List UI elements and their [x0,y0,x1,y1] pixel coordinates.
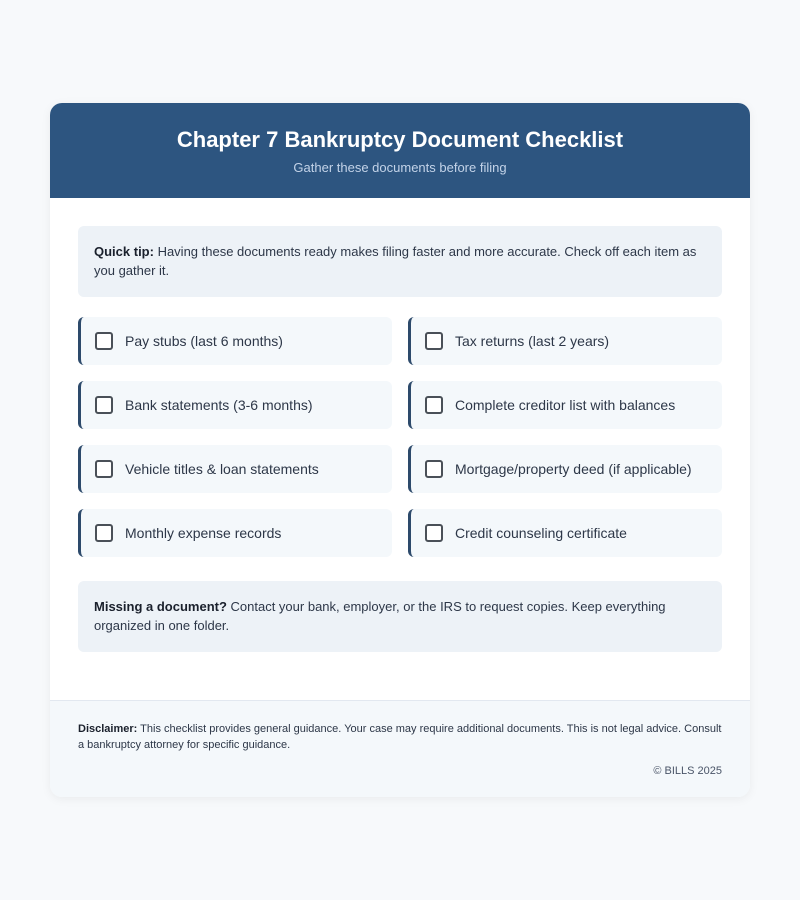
missing-document-box [78,581,722,652]
page-subtitle: Gather these documents before filing [293,160,507,175]
quick-tip-text: Having these documents ready makes filing faster and more accurate. Check off each item as you gather it. [94,244,697,278]
checkbox-icon[interactable] [425,332,443,350]
checklist-item-label: Credit counseling certificate [455,525,627,541]
checkbox-icon[interactable] [95,396,113,414]
disclaimer [78,721,722,753]
checklist-item-label: Vehicle titles & loan statements [125,461,319,477]
missing-document-label: Missing a document? [94,599,227,614]
checklist-item-label: Tax returns (last 2 years) [455,333,610,349]
page-title: Chapter 7 Bankruptcy Document Checklist [176,127,624,152]
missing-document-text: Contact your bank, employer, or the IRS to request copies. Keep everything organized in one folder. [94,599,666,633]
checklist-item-creditor-list[interactable] [408,381,722,429]
checklist-item-expense-records[interactable] [78,509,392,557]
checklist-grid [78,317,722,557]
checklist-item-bank-statements[interactable] [78,381,392,429]
card-header [50,103,750,198]
checklist-item-pay-stubs[interactable] [78,317,392,365]
disclaimer-text: This checklist provides general guidance. Your case may require additional documents. This is not legal advice. Consult a bankruptcy attorney for specific guidance. [78,723,722,751]
copyright: © BILLS 2025 [653,765,722,777]
checklist-item-label: Mortgage/property deed (if applicable) [455,461,692,477]
checklist-item-tax-returns[interactable] [408,317,722,365]
disclaimer-label: Disclaimer: [78,723,138,735]
checkbox-icon[interactable] [95,460,113,478]
card-footer [50,700,750,797]
checkbox-icon[interactable] [425,460,443,478]
checklist-card [50,103,750,797]
checklist-item-label: Pay stubs (last 6 months) [125,333,283,349]
checklist-item-label: Bank statements (3-6 months) [125,397,313,413]
checklist-item-label: Monthly expense records [125,525,282,541]
checkbox-icon[interactable] [95,524,113,542]
card-body [50,198,750,652]
checklist-item-label: Complete creditor list with balances [455,397,676,413]
checkbox-icon[interactable] [425,524,443,542]
quick-tip-label: Quick tip: [94,244,154,259]
quick-tip-box [78,226,722,297]
checklist-item-credit-counseling[interactable] [408,509,722,557]
checklist-item-vehicle-titles[interactable] [78,445,392,493]
checkbox-icon[interactable] [425,396,443,414]
checklist-item-mortgage-deed[interactable] [408,445,722,493]
checkbox-icon[interactable] [95,332,113,350]
